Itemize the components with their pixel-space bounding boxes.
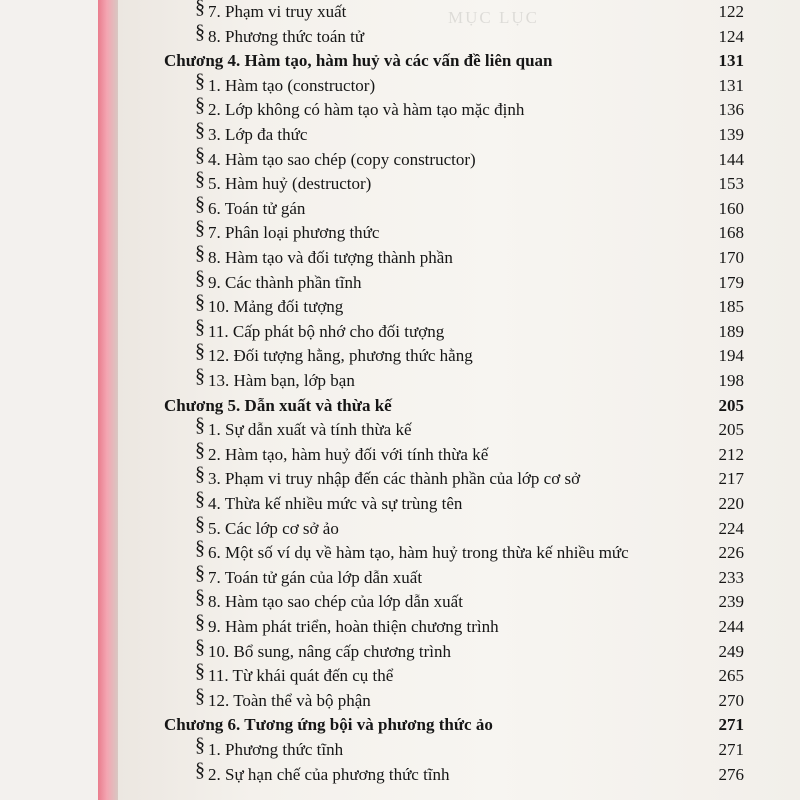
toc-entry-title: 7. Phân loại phương thức [208, 223, 380, 243]
toc-section-row [118, 684, 800, 713]
toc-page-number: 198 [718, 371, 744, 390]
section-mark: § [195, 0, 205, 18]
section-mark: § [195, 463, 205, 486]
toc-section-row [118, 192, 800, 221]
toc-entry-title: 7. Phạm vi truy xuất [208, 2, 347, 21]
toc-entry-title: 6. Một số ví dụ về hàm tạo, hàm huỷ trong thừa kế nhiều mức [208, 543, 629, 563]
toc-entry-title: 1. Phương thức tĩnh [208, 740, 344, 759]
toc-section-row [118, 119, 800, 147]
toc-page-number: 136 [718, 100, 744, 120]
toc-entry-title: 7. Toán tử gán của lớp dẫn xuất [208, 567, 423, 587]
toc-page-number: 185 [718, 297, 744, 317]
toc-entry-title: 5. Hàm huỷ (destructor) [208, 174, 372, 194]
toc-section-row [118, 537, 800, 565]
toc-entry-title: 11. Cấp phát bộ nhớ cho đối tượng [208, 321, 445, 341]
toc-section-row [118, 266, 800, 295]
toc-page-number: 124 [718, 26, 744, 46]
toc-section-row [118, 488, 800, 516]
toc-page-number: 131 [718, 51, 744, 71]
toc-entry-title: 12. Toàn thể và bộ phận [208, 690, 371, 710]
toc-page-number: 226 [718, 543, 744, 563]
toc-entry-title: 10. Bổ sung, nâng cấp chương trình [208, 641, 451, 661]
toc-entry-title: 6. Toán tử gán [208, 198, 306, 218]
section-mark: § [195, 143, 205, 166]
toc-section-row [118, 414, 800, 442]
toc-entry-title: 1. Sự dẫn xuất và tính thừa kế [208, 420, 412, 440]
section-mark: § [195, 488, 205, 510]
toc-page-number: 144 [718, 149, 744, 169]
toc-page-number: 270 [718, 690, 744, 710]
toc-page-number: 271 [718, 740, 744, 759]
section-mark: § [195, 365, 205, 387]
section-mark: § [195, 660, 205, 683]
toc-section-row [118, 512, 800, 541]
section-mark: § [195, 684, 205, 707]
toc-entry-title: 3. Lớp đa thức [208, 125, 308, 144]
section-mark: § [195, 94, 205, 117]
toc-section-row [118, 143, 800, 172]
toc-section-row [118, 734, 800, 762]
toc-page-number: 276 [718, 764, 744, 784]
section-mark: § [195, 20, 205, 43]
section-mark: § [195, 561, 205, 584]
toc-page-number: 189 [718, 321, 744, 341]
toc-section-row [118, 168, 800, 196]
toc-section-row [118, 340, 800, 368]
toc-section-row [118, 291, 800, 319]
toc-page-number: 168 [718, 223, 744, 243]
book-spine-shadow [98, 0, 118, 800]
toc-page-number: 220 [718, 494, 744, 513]
toc-entry-title: 8. Hàm tạo và đối tượng thành phần [208, 248, 453, 267]
section-mark: § [195, 611, 205, 633]
toc-section-row [118, 69, 800, 98]
toc-entry-title: 11. Từ khái quát đến cụ thể [208, 666, 394, 686]
toc-entry-title: 13. Hàm bạn, lớp bạn [208, 371, 355, 390]
toc-page-number: 170 [718, 248, 744, 267]
toc-section-row [118, 20, 800, 49]
section-mark: § [195, 119, 205, 141]
toc-section-row [118, 94, 800, 122]
toc-page-number: 239 [718, 592, 744, 612]
toc-page-number: 205 [718, 420, 744, 440]
toc-page-number: 271 [718, 715, 744, 735]
toc-chapter-row [118, 713, 800, 737]
table-of-contents [118, 0, 800, 800]
toc-entry-title: 2. Sự hạn chế của phương thức tĩnh [208, 764, 450, 784]
toc-section-row [118, 611, 800, 639]
section-mark: § [195, 168, 205, 191]
toc-page-number: 131 [718, 75, 744, 95]
toc-entry-title: Chương 5. Dẫn xuất và thừa kế [164, 395, 392, 415]
toc-entry-title: Chương 6. Tương ứng bội và phương thức ảo [164, 715, 493, 735]
toc-page-number: 160 [718, 198, 744, 218]
section-mark: § [195, 512, 205, 535]
toc-page-number: 153 [718, 174, 744, 194]
section-mark: § [195, 242, 205, 264]
ghost-heading-bleedthrough: MỤC LỤC [448, 8, 539, 27]
toc-section-row [118, 561, 800, 590]
toc-entry-title: 8. Phương thức toán tử [208, 26, 365, 46]
section-mark: § [195, 537, 205, 560]
section-mark: § [195, 340, 205, 363]
toc-page-number: 139 [718, 125, 744, 144]
toc-page-number: 224 [718, 518, 744, 538]
toc-chapter-row [118, 49, 800, 73]
toc-section-row [118, 758, 800, 787]
toc-section-row [118, 217, 800, 245]
section-mark: § [195, 192, 205, 215]
toc-entry-title: 4. Hàm tạo sao chép (copy constructor) [208, 149, 476, 169]
toc-entry-title: 10. Mảng đối tượng [208, 297, 344, 317]
toc-page-number: 265 [718, 666, 744, 686]
toc-page-number: 212 [718, 444, 744, 464]
section-mark: § [195, 586, 205, 609]
toc-page-number: 217 [718, 469, 744, 489]
toc-page-number: 244 [718, 617, 744, 636]
section-mark: § [195, 635, 205, 658]
toc-section-row [118, 438, 800, 467]
toc-page-number: 233 [718, 567, 744, 587]
section-mark: § [195, 734, 205, 756]
toc-section-row [118, 586, 800, 614]
toc-section-row [118, 365, 800, 393]
toc-entry-title: 5. Các lớp cơ sở ảo [208, 518, 339, 538]
toc-chapter-row [118, 394, 800, 418]
toc-entry-title: 1. Hàm tạo (constructor) [208, 75, 376, 95]
left-page-edge [0, 0, 98, 800]
book-page [118, 0, 800, 800]
toc-page-number: 122 [718, 2, 744, 21]
section-mark: § [195, 266, 205, 289]
toc-section-row [118, 315, 800, 344]
section-mark: § [195, 69, 205, 92]
toc-page-number: 249 [718, 641, 744, 661]
toc-section-row [118, 660, 800, 688]
toc-entry-title: 8. Hàm tạo sao chép của lớp dẫn xuất [208, 592, 463, 612]
toc-entry-title: 12. Đối tượng hằng, phương thức hằng [208, 346, 473, 366]
toc-page-number: 205 [718, 395, 744, 415]
toc-entry-title: 9. Các thành phần tĩnh [208, 272, 362, 292]
section-mark: § [195, 217, 205, 240]
toc-section-row [118, 242, 800, 270]
toc-section-row [118, 463, 800, 491]
section-mark: § [195, 414, 205, 437]
toc-entry-title: 2. Lớp không có hàm tạo và hàm tạo mặc định [208, 100, 525, 120]
toc-entry-title: Chương 4. Hàm tạo, hàm huỷ và các vấn đề liên quan [164, 51, 553, 71]
toc-entry-title: 3. Phạm vi truy nhập đến các thành phần của lớp cơ sở [208, 469, 581, 489]
toc-entry-title: 2. Hàm tạo, hàm huỷ đối với tính thừa kế [208, 444, 489, 464]
toc-section-row [118, 635, 800, 664]
section-mark: § [195, 758, 205, 781]
toc-page-number: 194 [718, 346, 744, 366]
section-mark: § [195, 315, 205, 338]
toc-entry-title: 4. Thừa kế nhiều mức và sự trùng tên [208, 494, 463, 513]
section-mark: § [195, 438, 205, 461]
section-mark: § [195, 291, 205, 314]
toc-entry-title: 9. Hàm phát triển, hoàn thiện chương trình [208, 617, 499, 636]
toc-page-number: 179 [718, 272, 744, 292]
toc-section-row [118, 0, 800, 24]
